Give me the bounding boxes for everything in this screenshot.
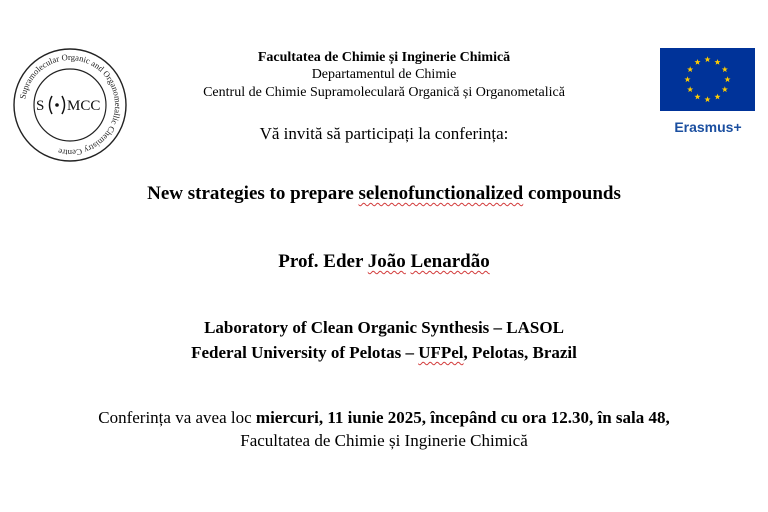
title-highlight: selenofunctionalized bbox=[358, 183, 524, 204]
speaker-first: João bbox=[367, 251, 406, 272]
logo-center-mcc: MCC bbox=[67, 98, 101, 114]
erasmus-label: Erasmus+ bbox=[674, 119, 742, 135]
details-location: Facultatea de Chimie și Inginerie Chimică bbox=[240, 431, 528, 450]
title-part1: New strategies to prepare bbox=[147, 183, 359, 204]
eu-flag-icon bbox=[660, 48, 755, 111]
conference-details bbox=[0, 408, 768, 428]
affiliation-line-2 bbox=[0, 343, 768, 363]
conference-title bbox=[0, 183, 768, 205]
logo-center-s: S bbox=[36, 98, 45, 114]
invitation-line: Vă invită să participați la conferința: bbox=[259, 124, 509, 143]
aff2-highlight: UFPel bbox=[418, 343, 464, 362]
title-part2: compounds bbox=[523, 183, 621, 204]
affiliation-line-1: Laboratory of Clean Organic Synthesis – LASOL bbox=[204, 318, 564, 337]
speaker-last: Lenardão bbox=[410, 251, 490, 272]
aff2-prefix: Federal University of Pelotas – bbox=[191, 343, 419, 362]
aff2-suffix: , Pelotas, Brazil bbox=[463, 343, 577, 362]
logo-ring-text: Supramolecular Organic and Organometallic Chemistry Centre bbox=[17, 51, 124, 159]
details-intro: Conferința va avea loc bbox=[98, 408, 256, 427]
speaker-name bbox=[0, 251, 768, 273]
department-line: Departamentul de Chimie bbox=[311, 67, 457, 82]
centre-line: Centrul de Chimie Supramoleculară Organică și Organometalică bbox=[203, 85, 565, 100]
details-when: miercuri, 11 iunie 2025, începând cu ora 12.30, în sala 48, bbox=[255, 408, 670, 427]
faculty-heading: Facultatea de Chimie și Inginerie Chimică bbox=[257, 50, 511, 65]
speaker-prefix: Prof. Eder bbox=[278, 251, 368, 272]
